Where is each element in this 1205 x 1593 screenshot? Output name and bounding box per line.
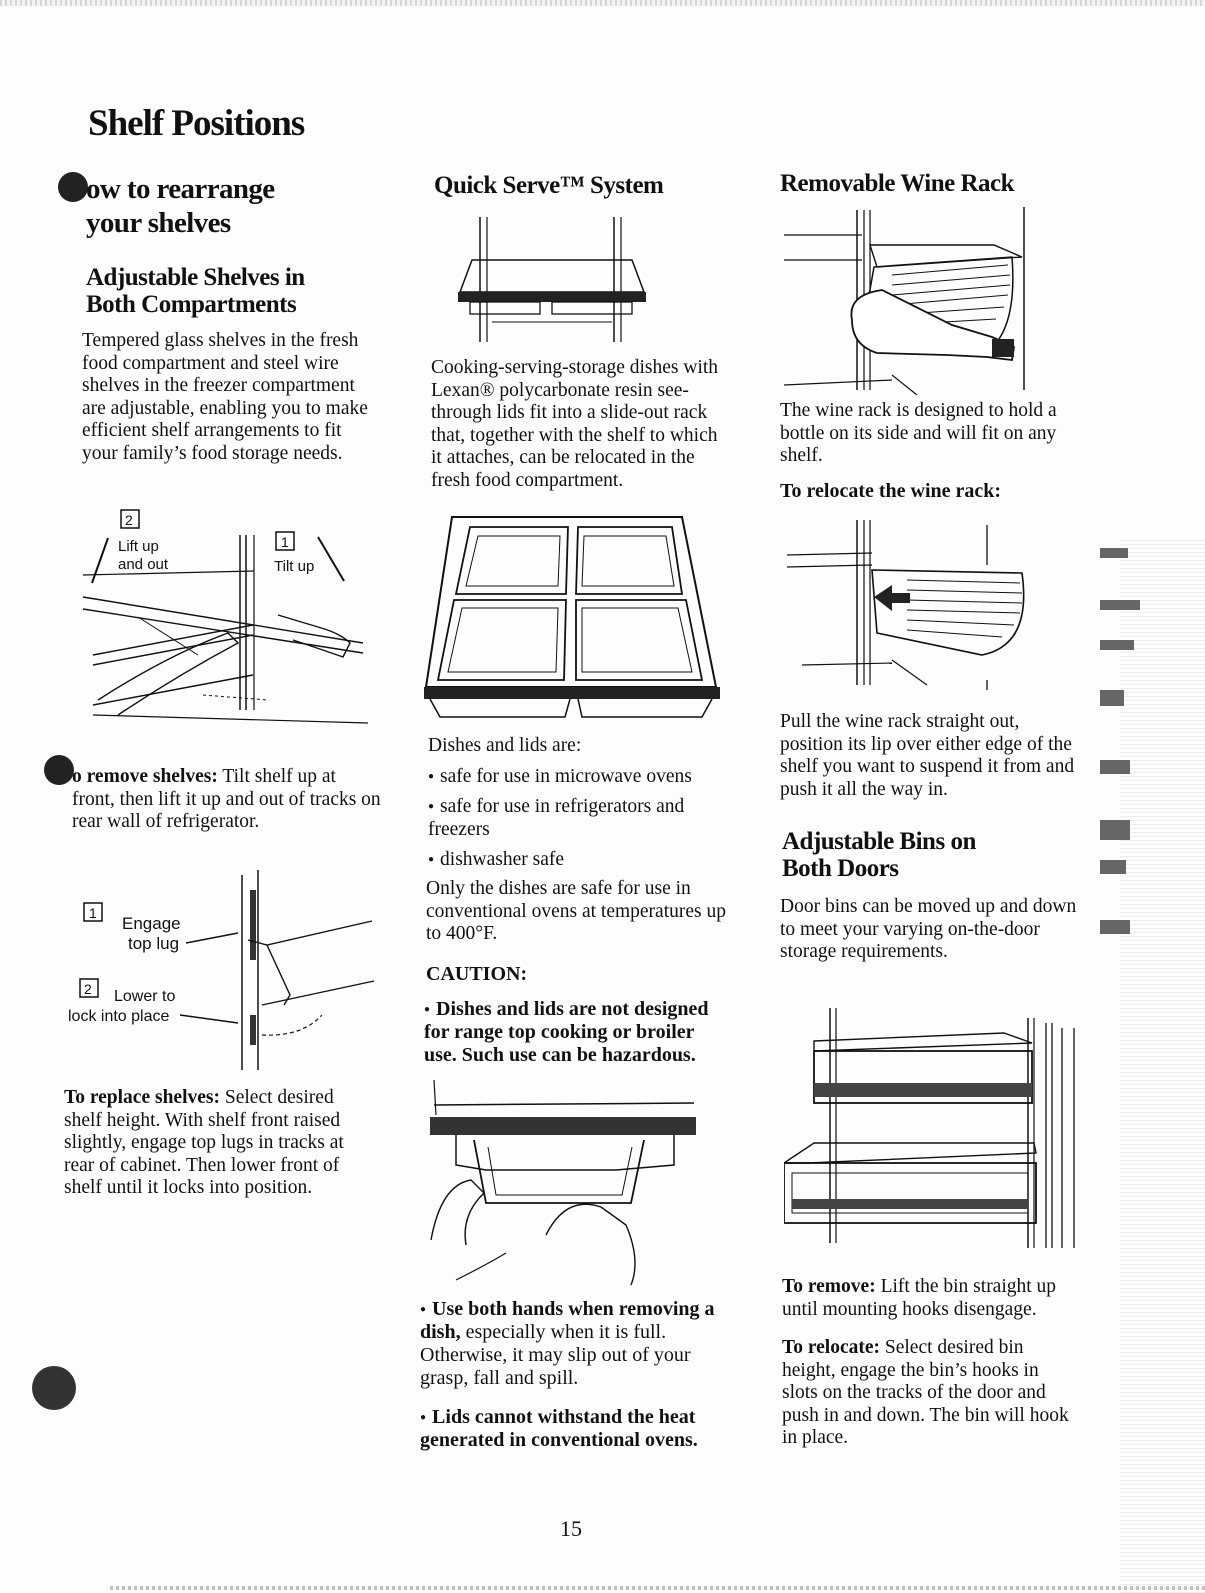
- to-relocate-text: [782, 1337, 1072, 1450]
- use-both-hands-lead: Use both hands when removing a dish,: [420, 1298, 715, 1343]
- lids-heat-warning: ● Lids cannot withstand the heat generated in conventional ovens.: [420, 1406, 730, 1452]
- decorative-dot-icon: [32, 1366, 76, 1410]
- use-both-hands-body: especially when it is full. Otherwise, it may slip out of your grasp, fall and spill.: [420, 1321, 691, 1389]
- to-remove-lead: To remove:: [782, 1276, 876, 1297]
- quick-serve-intro-text: Cooking-serving-storage dishes with Lexan® polycarbonate resin see-through lids fit into a slide-out rack that, together with the shelf to which it attaches, can be relocated in the fresh food compartment.: [431, 357, 719, 491]
- wine-rack-text: The wine rack is designed to hold a bottle on its side and will fit on any shelf.: [780, 400, 1057, 466]
- tilt-arrow-icon: [318, 537, 344, 581]
- bleed-mark: [1100, 640, 1134, 650]
- page-title: Shelf Positions: [88, 103, 305, 144]
- engage-label: Engage: [122, 914, 181, 933]
- bleed-mark: [1100, 820, 1130, 840]
- remove-shelves-lead: o remove shelves:: [72, 766, 218, 787]
- how-to-heading-line1: ow to rearrange: [86, 173, 275, 205]
- bleed-mark: [1100, 600, 1140, 610]
- remove-shelves-body: Tilt shelf up at front, then lift it up and out of tracks on rear wall of refrigerator.: [72, 766, 381, 832]
- bullet-dishwasher: ● dishwasher safe: [428, 848, 728, 871]
- to-remove-text: [782, 1276, 1082, 1321]
- pull-arrow-icon: [874, 585, 910, 611]
- to-remove-body: Lift the bin straight up until mounting hooks disengage.: [782, 1276, 1057, 1320]
- fig2-step1-number: 1: [89, 905, 97, 921]
- relocate-wine-rack-illustration: [782, 515, 1032, 695]
- to-relocate-lead: To relocate:: [782, 1337, 881, 1358]
- adjustable-bins-heading: [782, 828, 1082, 882]
- adjustable-bins-heading-line2: Both Doors: [782, 855, 899, 882]
- tilt-up-label: Tilt up: [274, 558, 315, 575]
- bleed-mark: [1100, 920, 1130, 934]
- hand-icon: [546, 1204, 635, 1285]
- section-bullet-icon: [58, 172, 88, 202]
- lift-up-label: Lift up: [118, 538, 159, 555]
- scan-edge-bottom: [110, 1586, 1205, 1590]
- remove-shelves-text: [72, 766, 382, 834]
- quick-serve-rack-illustration: [452, 212, 652, 347]
- adjustable-bins-heading-line1: Adjustable Bins on: [782, 828, 976, 855]
- step1-number: 1: [281, 534, 289, 550]
- hand-icon: [431, 1180, 484, 1245]
- lower-to-label: Lower to: [114, 988, 176, 1005]
- dish-lid: [438, 600, 566, 680]
- wine-rack-with-bottle-illustration: [782, 205, 1032, 395]
- replace-shelf-illustration: [62, 865, 382, 1075]
- top-lug-label: top lug: [128, 934, 180, 953]
- bleed-mark: [1100, 860, 1126, 874]
- relocate-wine-rack-text: Pull the wine rack straight out, position its lip over either edge of the shelf you want to suspend it from and push it all the way in.: [780, 711, 1075, 800]
- door-bins-illustration: [784, 1003, 1084, 1253]
- fig2-step2-number: 2: [84, 981, 92, 997]
- replace-shelves-text: [64, 1087, 374, 1200]
- hand-icon: [98, 633, 238, 715]
- lift-arrow-icon: [92, 538, 108, 583]
- scan-edge-right: [1120, 540, 1205, 1593]
- use-both-hands-text: [420, 1298, 730, 1390]
- dish-lid: [576, 600, 702, 680]
- remove-dish-hands-illustration: [426, 1075, 701, 1290]
- lock-into-place-label: lock into place: [68, 1008, 170, 1025]
- bleed-mark: [1100, 760, 1130, 774]
- wine-rack-heading: Removable Wine Rack: [780, 170, 1015, 197]
- wine-bottle-icon: [851, 290, 1014, 360]
- shelves-intro-text: Tempered glass shelves in the fresh food compartment and steel wire shelves in the freezer compartment are adjustable, enabling you to make efficient shelf arrangements to fit your family’s food storage needs.: [82, 330, 368, 464]
- dish-lid: [456, 527, 568, 594]
- to-relocate-body: Select desired bin height, engage the bin’s hooks in slots on the tracks of the door and push in and down. The bin will hook in place.: [782, 1337, 1069, 1448]
- hand-icon: [278, 615, 350, 657]
- page-number: 15: [560, 1516, 582, 1541]
- dishes-in-rack-illustration: [420, 512, 722, 720]
- bleed-mark: [1100, 690, 1124, 706]
- adjustable-shelves-heading-line2: Both Compartments: [86, 291, 297, 318]
- step2-number: 2: [125, 512, 133, 528]
- hand-icon: [267, 945, 290, 1005]
- bleed-mark: [1100, 548, 1128, 558]
- caution-text: ● Dishes and lids are not designed for range top cooking or broiler use. Such use can be hazardous.: [424, 998, 724, 1067]
- adjustable-shelves-heading: [86, 264, 406, 318]
- and-out-label: and out: [118, 556, 169, 573]
- dish: [474, 1140, 644, 1203]
- replace-shelves-lead: To replace shelves:: [64, 1087, 220, 1108]
- replace-shelves-body: Select desired shelf height. With shelf front raised slightly, engage top lugs in tracks at rear of cabinet. Then lower front of shelf until it locks into position.: [64, 1087, 344, 1198]
- door-bins-text: Door bins can be moved up and down to meet your varying on-the-door storage requirements.: [780, 896, 1077, 962]
- how-to-heading-line2: your shelves: [86, 207, 231, 239]
- dishes-intro-text: Dishes and lids are:: [428, 735, 582, 756]
- section-bullet-icon: [44, 755, 74, 785]
- quick-serve-heading: Quick Serve™ System: [434, 172, 664, 199]
- scan-edge-top: [0, 0, 1205, 6]
- relocate-wine-rack-heading: To relocate the wine rack:: [780, 480, 1002, 502]
- adjustable-shelves-heading-line1: Adjustable Shelves in: [86, 264, 305, 291]
- caution-label: CAUTION:: [426, 963, 528, 985]
- door-bin: [784, 1163, 1036, 1223]
- bullet-microwave: ● safe for use in microwave ovens: [428, 765, 728, 788]
- remove-shelf-illustration: [78, 505, 378, 730]
- conventional-ovens-text: Only the dishes are safe for use in conventional ovens at temperatures up to 400°F.: [426, 878, 726, 944]
- bullet-refrigerators: ● safe for use in refrigerators and freezers: [428, 795, 728, 841]
- how-to-heading: [86, 172, 406, 240]
